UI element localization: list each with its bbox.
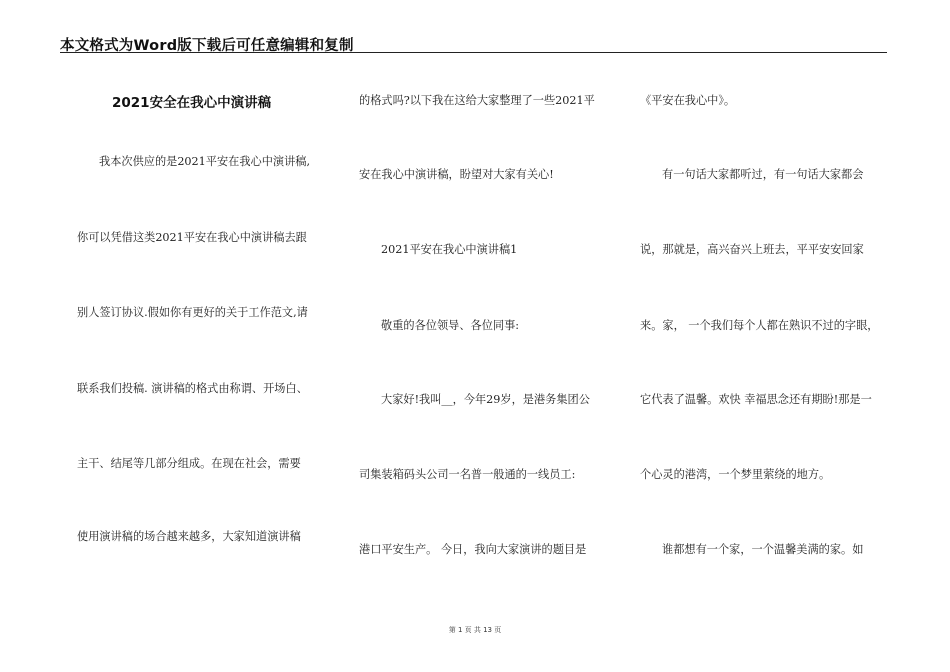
- column-3-line-4: 来。家， 一个我们每个人都在熟识不过的字眼，: [640, 319, 879, 332]
- column-3-line-1: 《平安在我心中》。: [640, 94, 736, 107]
- column-3-line-7: 谁都想有一个家，一个温馨美满的家。如: [662, 543, 864, 556]
- column-2-line-2: 安在我心中演讲稿，盼望对大家有关心!: [359, 168, 554, 181]
- column-2-line-7: 港口平安生产。 今日，我向大家演讲的题目是: [359, 543, 587, 556]
- column-3-line-2: 有一句话大家都听过，有一句话大家都会: [662, 168, 864, 181]
- column-3-line-5: 它代表了温馨。欢快 幸福思念还有期盼!那是一: [640, 393, 872, 406]
- document-header: 本文格式为Word版下载后可任意编辑和复制: [60, 38, 354, 54]
- header-divider: [60, 52, 887, 53]
- column-2-line-6: 司集装箱码头公司一名普一般通的一线员工:: [359, 468, 576, 481]
- column-2-line-1: 的格式吗?以下我在这给大家整理了一些2021平: [359, 94, 595, 107]
- column-3-line-6: 个心灵的港湾，一个梦里萦绕的地方。: [640, 468, 831, 481]
- column-1-line-1: 我本次供应的是2021平安在我心中演讲稿,: [99, 155, 311, 168]
- page-number: 第 1 页 共 13 页: [448, 626, 502, 634]
- column-2-line-5: 大家好!我叫__，今年29岁，是港务集团公: [381, 393, 590, 406]
- column-1-line-3: 别人签订协议.假如你有更好的关于工作范文,请: [77, 306, 308, 319]
- column-1-line-4: 联系我们投稿. 演讲稿的格式由称谓、开场白、: [77, 382, 308, 395]
- document-title: 2021安全在我心中演讲稿: [112, 95, 272, 111]
- column-3-line-3: 说，那就是，高兴奋兴上班去，平平安安回家: [640, 243, 864, 256]
- column-1-line-5: 主干、结尾等几部分组成。在现在社会，需要: [77, 457, 301, 470]
- column-2-line-4: 敬重的各位领导、各位同事:: [381, 319, 520, 332]
- column-1-line-2: 你可以凭借这类2021平安在我心中演讲稿去跟: [77, 231, 307, 244]
- column-2-line-3: 2021平安在我心中演讲稿1: [381, 243, 518, 256]
- column-1-line-6: 使用演讲稿的场合越来越多，大家知道演讲稿: [77, 530, 301, 543]
